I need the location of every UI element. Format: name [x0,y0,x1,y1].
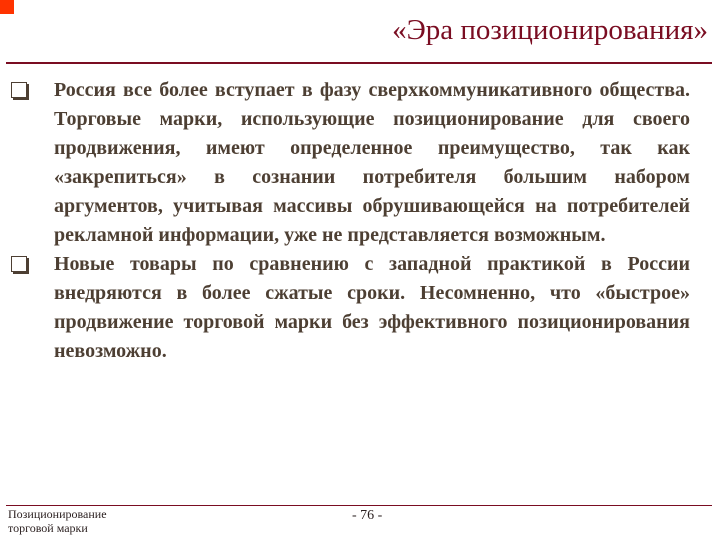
bullet-text: Новые товары по сравнению с западной практикой в России внедряются в более сжатые сроки. Несомненно, что «быстрое» продвижение торговой марки без эффективного позиционирования невозможно. [54,253,690,362]
bullet-item [8,250,690,366]
title-divider [6,62,712,64]
bullet-text: Россия все более вступает в фазу сверхкоммуникативного общества. Торговые марки, использующие позиционирование для своего продвижения, имеют определенное преимущество, так как «закрепиться» в сознании потребителя большим набором аргументов, учитывая массивы обрушивающейся на потребителей рекламной информации, уже не представляется возможным. [54,79,690,246]
page-number: - 76 - [352,508,383,523]
slide-body [8,76,690,366]
corner-accent [0,0,14,14]
slide-title: «Эра позиционирования» [392,14,708,46]
checkbox-icon [11,82,27,98]
footer-divider [6,505,712,506]
footer-caption [8,507,107,535]
footer-caption-line: торговой марки [8,521,88,535]
footer-caption-line: Позиционирование [8,507,107,521]
bullet-item [8,76,690,250]
checkbox-icon [11,256,27,272]
